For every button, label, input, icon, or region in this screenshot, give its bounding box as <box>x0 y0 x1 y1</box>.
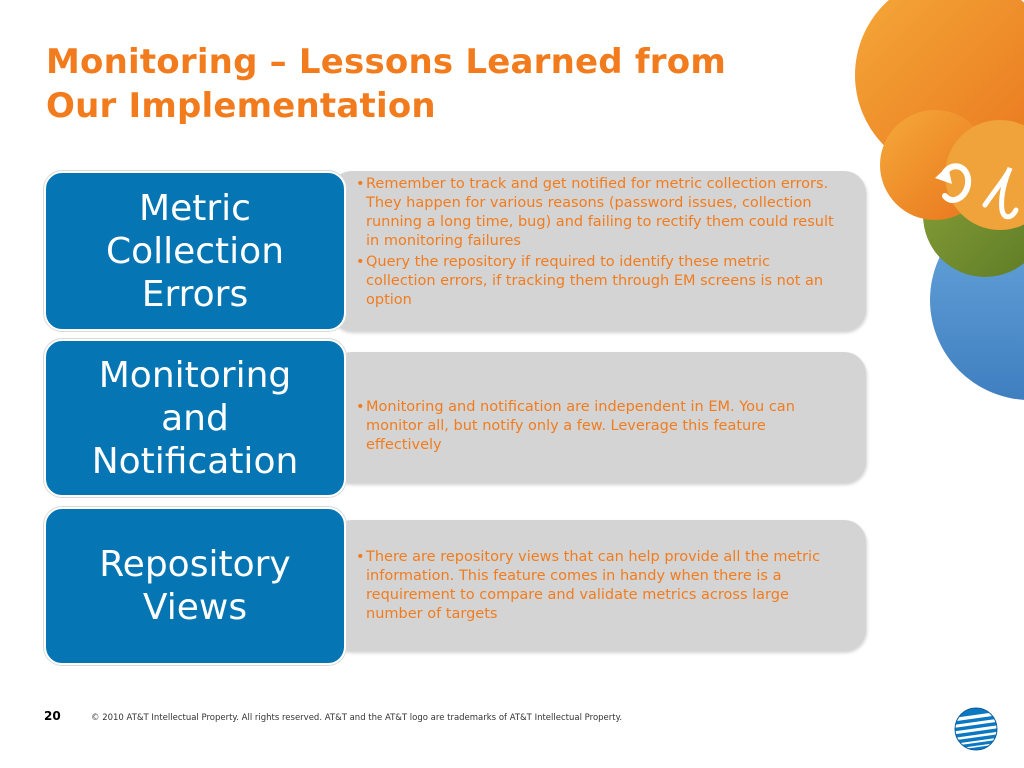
heading-line: and <box>161 397 229 439</box>
lesson-row-metric-collection-errors <box>44 171 866 331</box>
lesson-notes-box <box>330 171 866 331</box>
title-line-2: Our Implementation <box>46 86 436 126</box>
page-number: 20 <box>44 709 61 723</box>
lesson-row-repository-views <box>44 507 866 665</box>
title-line-1: Monitoring – Lessons Learned from <box>46 42 726 82</box>
att-globe-logo-icon <box>953 706 999 752</box>
bullet-list <box>356 548 836 624</box>
lesson-row-monitoring-notification <box>44 339 866 497</box>
heading-line: Repository <box>99 544 291 585</box>
copyright-notice: © 2010 AT&T Intellectual Property. All rights reserved. AT&T and the AT&T logo are trademarks of AT&T Intellectual Property. <box>91 713 623 723</box>
lesson-heading-box <box>44 339 346 497</box>
heading-line: Monitoring <box>98 354 292 396</box>
page-title <box>46 40 826 128</box>
heading-line: Views <box>142 587 248 628</box>
lesson-heading-box <box>44 171 346 331</box>
heading-line: Errors <box>141 273 249 315</box>
lesson-heading-box <box>44 507 346 665</box>
bullet-item: • Remember to track and get notified for metric collection errors. They happen for various reasons (password issues, collection running a long time, bug) and failing to rectify them could result in monitoring failures <box>356 175 836 251</box>
lesson-notes-box <box>330 520 866 651</box>
heading-line: Collection <box>105 230 285 272</box>
bullet-item: • Monitoring and notification are independent in EM. You can monitor all, but notify only a few. Leverage this feature effectively <box>356 398 836 455</box>
lesson-notes-box <box>330 352 866 483</box>
bullet-item: • There are repository views that can help provide all the metric information. This feature comes in handy when there is a requirement to compare and validate metrics across large number of targets <box>356 548 836 624</box>
bullet-list <box>356 175 836 310</box>
heading-line: Metric <box>139 187 251 229</box>
bullet-list <box>356 398 836 455</box>
heading-line: Notification <box>91 440 299 482</box>
bullet-item: • Query the repository if required to identify these metric collection errors, if tracking them through EM screens is not an option <box>356 253 836 310</box>
